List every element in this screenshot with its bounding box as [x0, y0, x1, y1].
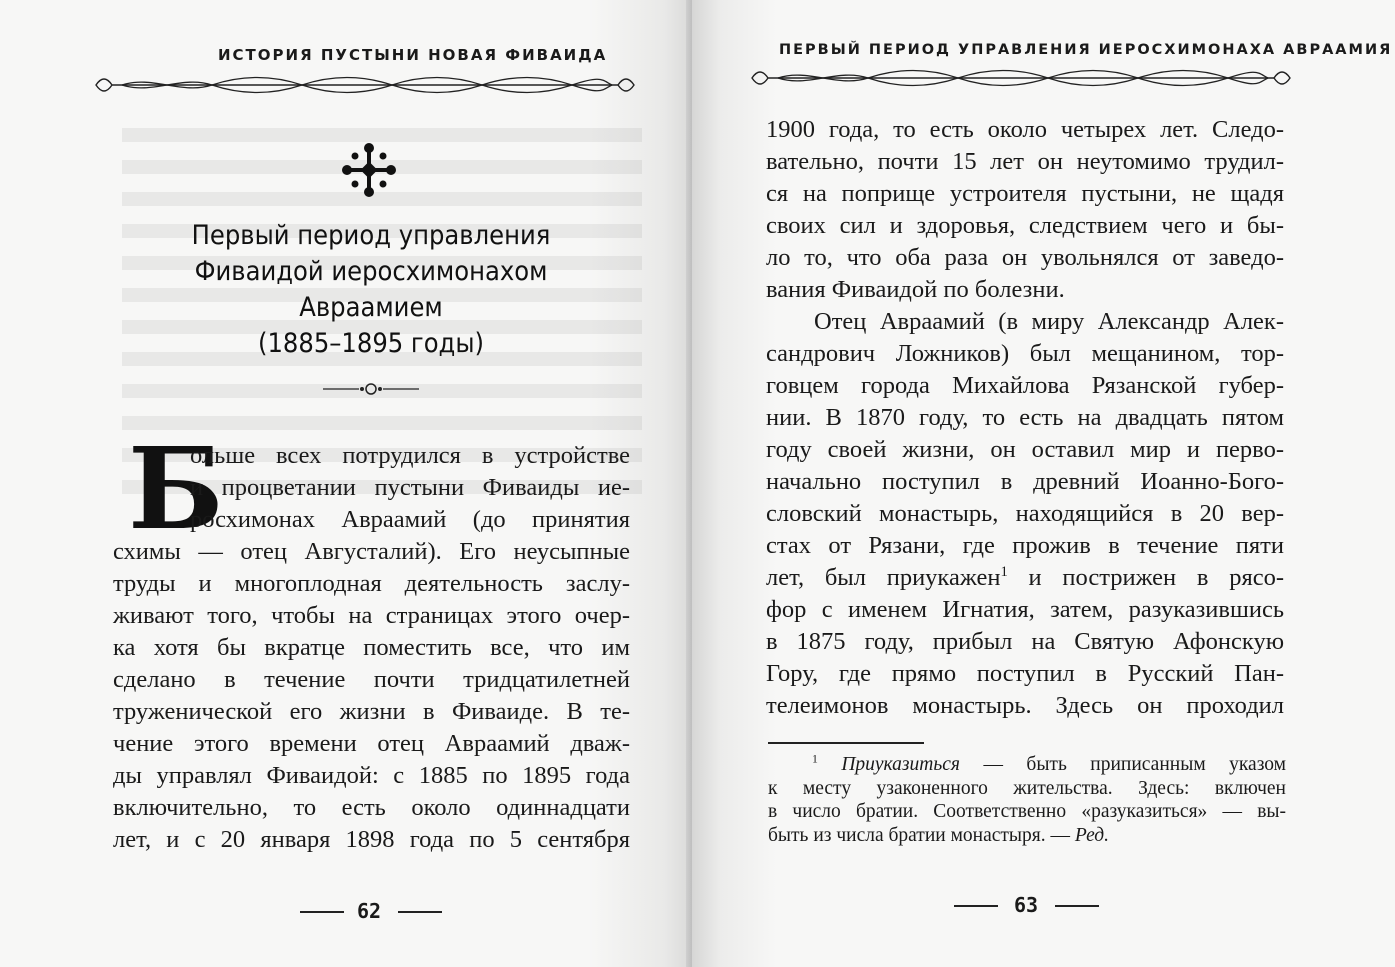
- footnote-reference[interactable]: 1: [1000, 563, 1008, 580]
- footnote-separator: [768, 742, 924, 744]
- cross-ornament-icon: [339, 140, 399, 200]
- body-line: живают того, чтобы на страницах этого очер-: [113, 602, 630, 629]
- body-line: чение этого времени отец Авраамий дваж-: [113, 730, 630, 757]
- running-head-right: ПЕРВЫЙ ПЕРИОД УПРАВЛЕНИЯ ИЕРОСХИМОНАХА АВРААМИЯ: [779, 42, 1393, 58]
- body-line-with-footnote: [766, 562, 1284, 594]
- body-line: ды управлял Фиваидой: с 1885 по 1895 года: [113, 762, 630, 789]
- chapter-title-line-1: Первый период управления: [191, 220, 551, 251]
- body-line: включительно, то есть около одиннадцати: [113, 794, 630, 821]
- body-line: ло то, что оба раза он увольнялся от заведо-: [766, 244, 1284, 271]
- left-page: [0, 0, 692, 967]
- body-line: труды и многоплодная деятельность заслу-: [113, 570, 630, 597]
- footnote-text: быть из числа братии монастыря. —: [768, 824, 1075, 846]
- page-number-dash-right: [1055, 905, 1099, 907]
- body-line: в 1875 году, прибыл на Святую Афонскую: [766, 628, 1284, 655]
- body-line: труженической его жизни в Фиваиде. В те-: [113, 698, 630, 725]
- body-line: вания Фиваидой по болезни.: [766, 276, 1065, 303]
- body-line-part: лет, был приукажен: [766, 564, 1001, 591]
- page-number-dash-left: [300, 911, 344, 913]
- body-line: говцем города Михайлова Рязанской губер-: [766, 372, 1284, 399]
- body-line: стах от Рязани, где прожив в течение пяти: [766, 532, 1284, 559]
- page-number-dash-right: [398, 911, 442, 913]
- chapter-title: [165, 218, 577, 362]
- body-line: лет, и с 20 января 1898 года по 5 сентября: [113, 826, 630, 853]
- body-line: телеимонов монастырь. Здесь он проходил: [766, 692, 1284, 719]
- footnote-line: в число братии. Соответственно «разуказиться» — вы-: [768, 801, 1286, 822]
- footnote: [768, 753, 1286, 847]
- body-line: схимы — отец Августалий). Его неусыпные: [113, 538, 630, 565]
- body-line: ка хотя бы вкратце поместить все, что им: [113, 634, 630, 661]
- body-line: своих сил и здоровья, следствием чего и бы-: [766, 212, 1284, 239]
- footnote-editor-mark: Ред.: [1074, 824, 1110, 846]
- footnote-term: Приуказиться: [841, 754, 960, 775]
- chapter-title-line-3: Авраамием: [299, 292, 443, 323]
- body-line: фор с именем Игнатия, затем, разуказившись: [766, 596, 1284, 623]
- body-line: вательно, почти 15 лет он неутомимо трудил-: [766, 148, 1284, 175]
- drop-cap: Б: [128, 424, 224, 555]
- page-number-dash-left: [954, 905, 998, 907]
- footnote-line: [768, 824, 1286, 848]
- body-line: ольше всех потрудился в устройстве: [190, 442, 630, 469]
- body-line: сделано в течение почти тридцатилетней: [113, 666, 630, 693]
- page-number: 63: [1014, 893, 1039, 917]
- footnote-mark: 1: [812, 752, 818, 766]
- chapter-title-line-4: (1885–1895 годы): [257, 328, 485, 359]
- right-page: [692, 0, 1395, 967]
- running-head-left: ИСТОРИЯ ПУСТЫНИ НОВАЯ ФИВАИДА: [218, 46, 608, 64]
- header-rule-ornament: [748, 63, 1294, 93]
- header-rule-ornament: [92, 70, 638, 100]
- footnote-text: — быть приписанным указом: [959, 754, 1287, 775]
- body-line: Отец Авраамий (в миру Александр Алек-: [814, 308, 1284, 335]
- body-line: году своей жизни, он оставил мир и перво-: [766, 436, 1284, 463]
- body-line: 1900 года, то есть около четырех лет. Следо-: [766, 116, 1284, 143]
- right-body-text: [766, 114, 1284, 722]
- body-line: Гору, где прямо поступил в Русский Пан-: [766, 660, 1284, 687]
- body-line: начально поступил в древний Иоанно-Бого-: [766, 468, 1284, 495]
- body-line: росхимонах Авраамий (до принятия: [190, 506, 630, 533]
- body-line-part: и пострижен в рясо-: [1007, 564, 1284, 591]
- footnote-line: к месту узаконенного жительства. Здесь: включен: [768, 777, 1286, 799]
- body-line: ся на поприще устроителя пустыни, не щадя: [766, 180, 1284, 207]
- left-body-text: [113, 424, 630, 856]
- footnote-line: [768, 753, 1286, 777]
- body-line: сандрович Ложников) был мещанином, тор-: [766, 340, 1284, 367]
- body-line: словский монастырь, находящийся в 20 вер-: [766, 500, 1284, 527]
- chapter-title-line-2: Фиваидой иеросхимонахом: [194, 256, 548, 287]
- divider-ornament: [323, 382, 419, 396]
- page-number: 62: [357, 899, 382, 923]
- body-line: и процветании пустыни Фиваиды ие-: [190, 474, 630, 501]
- body-line: нии. В 1870 году, то есть на двадцать пятом: [766, 404, 1284, 431]
